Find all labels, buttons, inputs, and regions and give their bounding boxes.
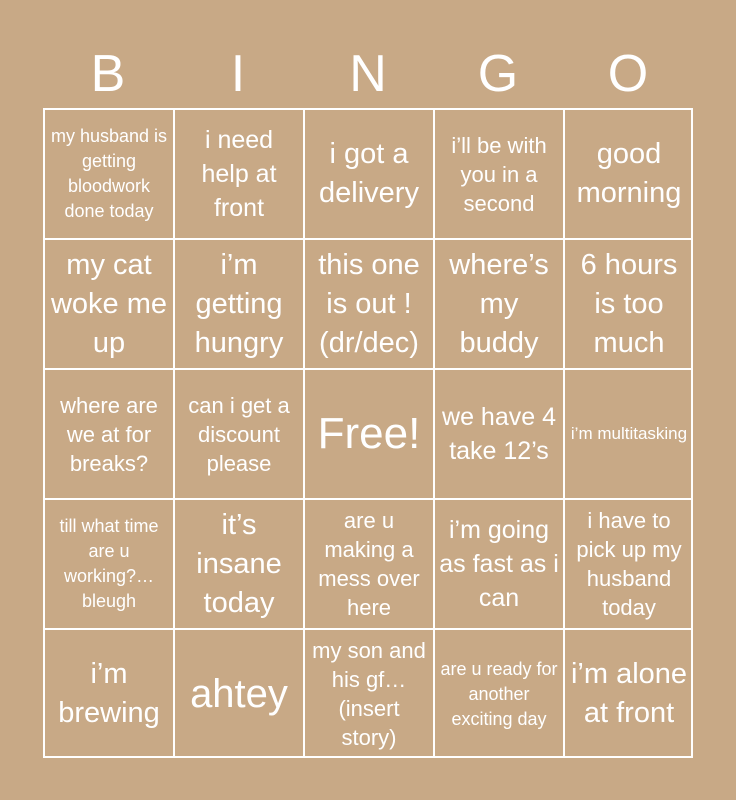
cell-text: we have 4 take 12’s: [442, 403, 556, 465]
cell-text: i need help at front: [201, 126, 277, 222]
cell-text: i got a delivery: [319, 138, 419, 209]
bingo-cell-2-1[interactable]: [43, 238, 173, 368]
bingo-cell-4-3[interactable]: [303, 498, 433, 628]
bingo-cell-5-2[interactable]: [173, 628, 303, 758]
bingo-cell-3-2[interactable]: [173, 368, 303, 498]
cell-text: 6 hours is too much: [580, 248, 678, 359]
bingo-cell-4-2[interactable]: [173, 498, 303, 628]
bingo-cell-5-4[interactable]: [433, 628, 563, 758]
cell-text: i’m getting hungry: [194, 248, 284, 359]
header-letter-b: B: [90, 45, 126, 103]
bingo-cell-4-1[interactable]: [43, 498, 173, 628]
bingo-cell-2-4[interactable]: [433, 238, 563, 368]
free-space-label: Free!: [317, 409, 421, 458]
bingo-cell-3-5[interactable]: [563, 368, 693, 498]
bingo-board: [43, 108, 693, 758]
cell-text: i’m going as fast as i can: [439, 516, 559, 612]
bingo-cell-5-1[interactable]: [43, 628, 173, 758]
cell-text: my son and his gf…(insert story): [312, 638, 426, 750]
header-letter-g: G: [477, 45, 519, 103]
cell-text: where are we at for breaks?: [60, 392, 158, 476]
bingo-cell-1-2[interactable]: [173, 108, 303, 238]
cell-text: i’m multitasking: [570, 424, 688, 443]
cell-text: ahtey: [190, 672, 288, 716]
cell-text: are u making a mess over here: [318, 508, 420, 620]
bingo-cell-1-3[interactable]: [303, 108, 433, 238]
bingo-cell-4-5[interactable]: [563, 498, 693, 628]
bingo-cell-2-2[interactable]: [173, 238, 303, 368]
header-letter-o: O: [607, 45, 649, 103]
cell-text: good morning: [576, 138, 682, 209]
bingo-cell-2-3[interactable]: [303, 238, 433, 368]
bingo-cell-2-5[interactable]: [563, 238, 693, 368]
cell-text: i’m brewing: [58, 658, 160, 729]
bingo-cell-5-5[interactable]: [563, 628, 693, 758]
cell-text: are u ready for another exciting day: [440, 658, 558, 729]
bingo-cell-5-3[interactable]: [303, 628, 433, 758]
cell-text: my husband is getting bloodwork done today: [50, 126, 168, 221]
bingo-cell-1-4[interactable]: [433, 108, 563, 238]
bingo-cell-3-1[interactable]: [43, 368, 173, 498]
cell-text: can i get a discount please: [188, 392, 290, 476]
cell-text: my cat woke me up: [50, 248, 168, 359]
header-letter-n: N: [349, 45, 387, 103]
bingo-header: [43, 40, 693, 108]
cell-text: where’s my buddy: [449, 248, 549, 359]
cell-text: this one is out ! (dr/dec): [318, 248, 420, 359]
cell-text: i’m alone at front: [570, 658, 688, 729]
bingo-cell-3-4[interactable]: [433, 368, 563, 498]
cell-text: i’ll be with you in a second: [451, 132, 547, 216]
cell-text: till what time are u working?… bleugh: [59, 516, 159, 611]
bingo-cell-4-4[interactable]: [433, 498, 563, 628]
bingo-cell-1-1[interactable]: [43, 108, 173, 238]
cell-text: it’s insane today: [196, 508, 282, 619]
bingo-cell-3-3-free[interactable]: [303, 368, 433, 498]
bingo-cell-1-5[interactable]: [563, 108, 693, 238]
header-letter-i: I: [230, 45, 246, 103]
cell-text: i have to pick up my husband today: [576, 508, 682, 620]
